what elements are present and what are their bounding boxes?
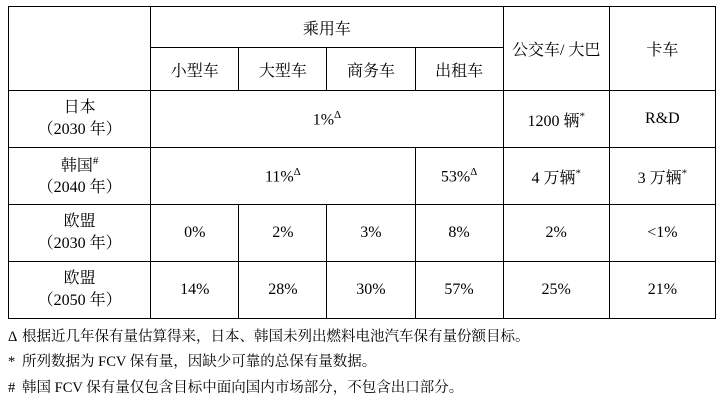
row-label-line2: （2050 年）: [37, 292, 122, 309]
footnote-marker: Δ: [8, 329, 18, 345]
row-label-superscript: #: [92, 154, 99, 167]
cell-value: 1200 辆: [527, 112, 580, 130]
table-row: [9, 91, 716, 148]
footnote-hash: [8, 376, 716, 401]
cell-korea-passenger: [151, 148, 415, 205]
header-sub-taxi: 出租车: [415, 48, 503, 91]
cell-superscript: *: [575, 167, 581, 180]
row-label-line2: （2030 年）: [37, 121, 122, 138]
cell-eu2050-small-car: 14%: [151, 262, 239, 319]
cell-eu2030-truck: <1%: [609, 205, 715, 262]
cell-eu2050-business-car: 30%: [327, 262, 415, 319]
row-label-line1: 欧盟: [63, 270, 96, 288]
header-bus-line2: 大巴: [568, 42, 601, 59]
footnote-text: 所列数据为 FCV 保有量，因缺少可靠的总保有量数据。: [22, 354, 377, 371]
header-group-bus: [503, 7, 609, 91]
row-label-japan-2030: [9, 91, 151, 148]
table-row: [9, 205, 716, 262]
cell-superscript: Δ: [334, 108, 342, 121]
header-corner-blank: [9, 7, 151, 91]
cell-japan-passenger: [151, 91, 503, 148]
cell-eu2030-business-car: 3%: [327, 205, 415, 262]
cell-value: 4 万辆: [531, 169, 576, 187]
cell-eu2030-small-car: 0%: [151, 205, 239, 262]
row-label-line2: （2040 年）: [37, 178, 122, 196]
cell-value: R&D: [645, 110, 680, 127]
cell-eu2050-truck: 21%: [609, 262, 715, 319]
table-header-row-group: [9, 7, 716, 48]
footnote-asterisk: [8, 350, 716, 375]
cell-superscript: Δ: [293, 165, 301, 178]
header-sub-business-car: 商务车: [327, 48, 415, 91]
row-label-line1: 日本: [63, 99, 96, 117]
row-label-line1: 欧盟: [63, 213, 96, 231]
header-sub-small-car: 小型车: [151, 48, 239, 91]
cell-eu2030-taxi: 8%: [415, 205, 503, 262]
cell-value: 53%: [440, 168, 471, 186]
cell-value: 11%: [264, 168, 294, 186]
cell-value: 3 万辆: [637, 169, 682, 187]
table-row: [9, 262, 716, 319]
cell-value: 1%: [312, 111, 335, 129]
cell-eu2050-large-car: 28%: [239, 262, 327, 319]
header-bus-line1: 公交车/: [511, 42, 565, 59]
row-label-eu-2030: [9, 205, 151, 262]
cell-korea-taxi: [415, 148, 503, 205]
table-row: [9, 148, 716, 205]
cell-korea-truck: [609, 148, 715, 205]
cell-eu2050-bus: 25%: [503, 262, 609, 319]
header-group-passenger: 乘用车: [151, 7, 503, 48]
row-label-eu-2050: [9, 262, 151, 319]
row-label-korea-2040: [9, 148, 151, 205]
cell-superscript: *: [681, 167, 688, 180]
table-footnotes: [8, 325, 716, 401]
header-group-truck: 卡车: [609, 7, 715, 91]
row-label-line1: [11, 154, 148, 177]
footnote-marker: #: [8, 379, 16, 396]
cell-japan-bus: [503, 91, 609, 148]
row-label-line2: （2030 年）: [37, 235, 122, 252]
footnote-text: 根据近几年保有量估算得来，日本、韩国未列出燃料电池汽车保有量份额目标。: [22, 329, 530, 345]
footnote-marker: *: [8, 354, 16, 371]
header-sub-large-car: 大型车: [239, 48, 327, 91]
footnote-delta: [8, 325, 716, 350]
cell-superscript: *: [579, 110, 585, 123]
cell-japan-truck: [609, 91, 715, 148]
cell-eu2050-taxi: 57%: [415, 262, 503, 319]
cell-korea-bus: [503, 148, 609, 205]
footnote-text: 韩国 FCV 保有量仅包含目标中面向国内市场部分，不包含出口部分。: [22, 379, 464, 396]
fcv-target-table: [8, 6, 716, 319]
cell-superscript: Δ: [470, 165, 478, 178]
cell-eu2030-large-car: 2%: [239, 205, 327, 262]
cell-eu2030-bus: 2%: [503, 205, 609, 262]
row-label-text: 韩国: [60, 157, 93, 175]
